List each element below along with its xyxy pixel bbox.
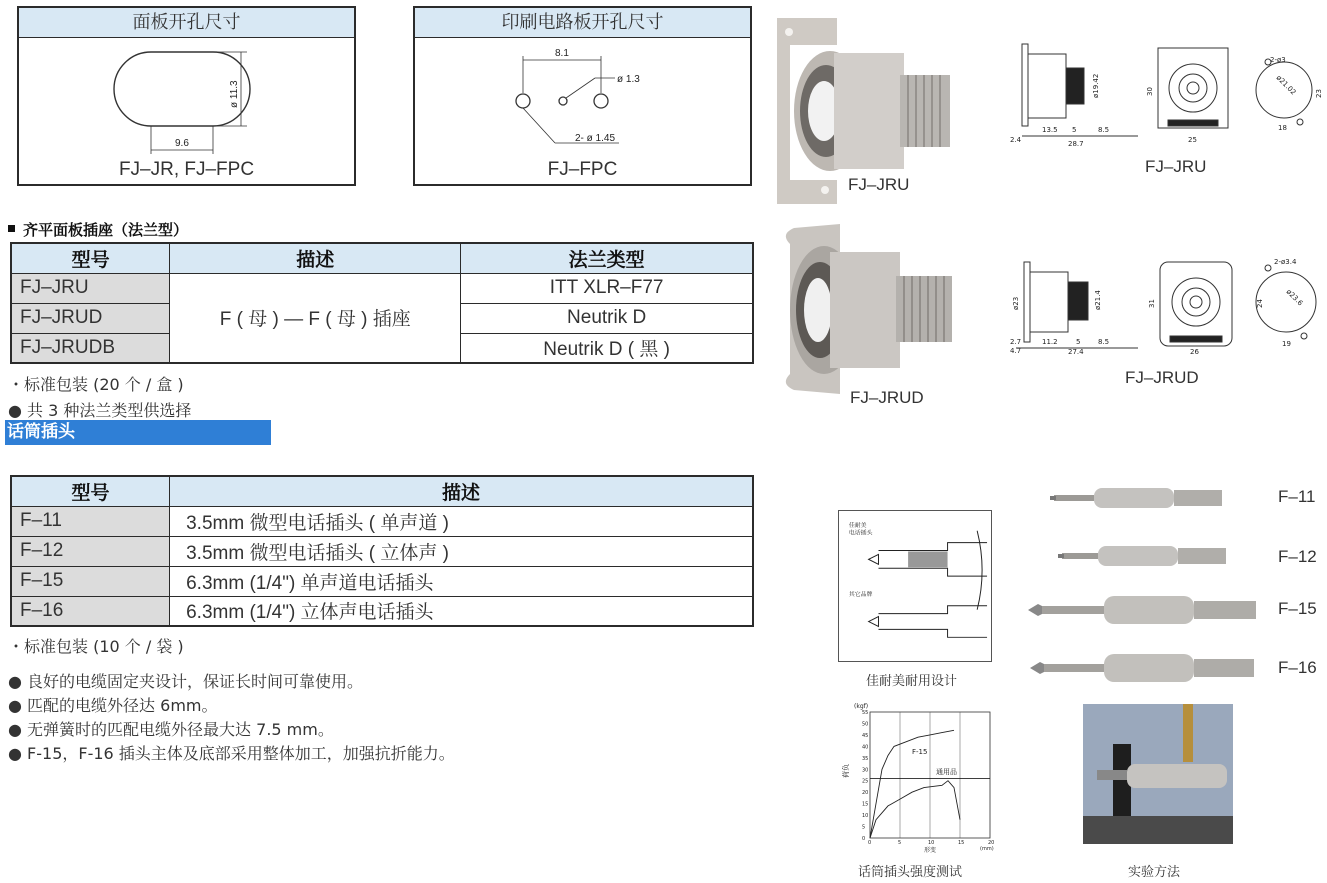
- chart-y-tick-label: 55: [862, 710, 869, 716]
- bullet-2: ● 匹配的电缆外径达 6mm。: [8, 696, 218, 715]
- bullet-4: ● F-15，F-16 插头主体及底部采用整体加工，加强抗折能力。: [8, 744, 455, 763]
- panel-cutout-title: 面板开孔尺寸: [19, 8, 354, 38]
- jru-dim-d1: 13.5: [1042, 126, 1058, 134]
- table-row: [11, 506, 753, 536]
- test-method-photo: [1083, 704, 1233, 844]
- model-cell: F–12: [11, 536, 170, 566]
- section1-title: [8, 219, 188, 240]
- jrud-dim-hole: 2-ø3.4: [1274, 258, 1297, 266]
- chart-x-tick-label: 5: [898, 840, 902, 846]
- col-flange: 法兰类型: [461, 243, 753, 273]
- pcb-cutout-title: 印刷电路板开孔尺寸: [415, 8, 750, 38]
- chart-x-tick-label: 20: [988, 840, 995, 846]
- jru-dim-w: 25: [1188, 136, 1197, 144]
- jrud-dim-dia1: ø23: [1012, 296, 1020, 310]
- plug-f16-photo: [1030, 650, 1255, 686]
- square-bullet-icon: [8, 225, 15, 232]
- strength-test-chart: [840, 700, 1000, 855]
- chart-y-tick-label: 0: [862, 836, 866, 842]
- model-cell: F–11: [11, 506, 170, 536]
- design-label-top: 佳耐美: [848, 522, 867, 529]
- strength-caption: 话筒插头强度测试: [858, 865, 963, 880]
- fj-jrud-photo-label: FJ–JRUD: [850, 388, 924, 407]
- model-cell: FJ–JRUDB: [11, 333, 170, 363]
- desc-cell: 6.3mm (1/4") 立体声电话插头: [170, 596, 753, 626]
- panel-dim-width: 9.6: [175, 138, 189, 149]
- chart-x-tick-label: 10: [928, 840, 935, 846]
- shared-desc-cell: F ( 母 ) — F ( 母 ) 插座: [170, 273, 461, 363]
- jrud-dim-d3: 8.5: [1098, 338, 1110, 346]
- pcb-dim-holes: 2- ø 1.45: [575, 133, 616, 144]
- jru-dim-cw: 18: [1278, 124, 1287, 132]
- plug-f15-photo: [1028, 592, 1258, 628]
- plug-f12-photo: [1058, 540, 1228, 572]
- flange-cell: ITT XLR–F77: [461, 273, 753, 303]
- chart-y-tick-label: 5: [862, 824, 866, 831]
- chart-series-0-label: F-15: [912, 748, 928, 756]
- col-desc: 描述: [170, 476, 753, 506]
- section1-flange-note: ● 共 3 种法兰类型供选择: [8, 401, 192, 420]
- jrud-dim-d1: 11.2: [1042, 338, 1058, 346]
- plug-f11-photo: [1050, 482, 1225, 514]
- chart-xlabel: 形变: [924, 847, 937, 854]
- model-cell: FJ–JRUD: [11, 303, 170, 333]
- jru-dim-d6: ø19.42: [1092, 73, 1100, 98]
- plug-f16-label: F–16: [1278, 658, 1317, 677]
- jrud-dim-d6: 27.4: [1068, 348, 1084, 356]
- jru-dim-h: 30: [1146, 87, 1154, 96]
- chart-x-tick-label: 15: [958, 840, 965, 846]
- flange-jack-table: [10, 242, 754, 364]
- model-cell: FJ–JRU: [11, 273, 170, 303]
- pcb-dim-small: ø 1.3: [617, 74, 640, 85]
- pcb-cutout-caption: FJ–FPC: [547, 159, 618, 180]
- desc-cell: 3.5mm 微型电话插头 ( 立体声 ): [170, 536, 753, 566]
- chart-yunit: (kgf): [854, 703, 869, 710]
- jrud-dim-d5: 4.7: [1010, 347, 1022, 355]
- chart-y-tick-label: 20: [862, 790, 869, 797]
- table-row: [11, 566, 753, 596]
- col-desc: 描述: [170, 243, 461, 273]
- pcb-dim-spacing: 8.1: [555, 48, 569, 59]
- jrud-dim-h: 31: [1148, 299, 1156, 308]
- chart-x-tick-label: 0: [868, 840, 872, 846]
- chart-series-1-label: 通用品: [936, 768, 957, 776]
- jrud-dim-dia2: ø21.4: [1094, 290, 1102, 310]
- fj-jrud-drawing-label: FJ–JRUD: [1125, 368, 1199, 387]
- jrud-dim-d4: 2.7: [1010, 338, 1022, 346]
- bullet-1: ● 良好的电缆固定夹设计，保证长时间可靠使用。: [8, 672, 364, 691]
- chart-y-tick-label: 25: [862, 778, 869, 785]
- bullet-3: ● 无弹簧时的匹配电缆外径最大达 7.5 mm。: [8, 720, 334, 739]
- chart-series-line-1: [870, 781, 960, 838]
- fj-jrud-drawing: [1008, 256, 1323, 360]
- design-label-top2: 电话插头: [848, 530, 873, 537]
- table-row: [11, 596, 753, 626]
- jru-dim-circle: ø21.02: [1274, 73, 1298, 97]
- panel-dim-dia: ø 11.3: [229, 80, 240, 108]
- chart-y-tick-label: 15: [862, 801, 869, 808]
- panel-cutout-drawing: [19, 38, 354, 158]
- col-model: 型号: [11, 243, 170, 273]
- table-header-row: [11, 243, 753, 273]
- durable-design-diagram: [838, 510, 992, 662]
- jru-dim-d5: 28.7: [1068, 140, 1084, 148]
- mic-plug-banner: 话筒插头: [5, 420, 271, 445]
- jrud-dim-cw: 19: [1282, 340, 1291, 348]
- col-model: 型号: [11, 476, 170, 506]
- fj-jru-drawing: [1008, 40, 1323, 150]
- jru-dim-d4: 2.4: [1010, 136, 1022, 144]
- plug-f11-label: F–11: [1278, 487, 1316, 506]
- section1-pack-note: ・标准包装 (20 个 / 盒 ): [8, 375, 184, 394]
- table-header-row: [11, 476, 753, 506]
- pcb-cutout-box: [413, 6, 752, 186]
- fj-jru-photo-label: FJ–JRU: [848, 175, 910, 194]
- chart-y-tick-label: 40: [862, 744, 869, 751]
- chart-y-tick-label: 35: [862, 755, 869, 762]
- table-row: [11, 536, 753, 566]
- section1-title-text: 齐平面板插座（法兰型）: [23, 221, 189, 239]
- fj-jru-body: [790, 45, 960, 180]
- mic-plug-table: [10, 475, 754, 627]
- model-cell: F–16: [11, 596, 170, 626]
- chart-y-tick-label: 45: [862, 732, 869, 739]
- jrud-dim-d2: 5: [1076, 338, 1081, 346]
- chart-y-tick-label: 50: [862, 721, 869, 728]
- fj-jru-drawing-label: FJ–JRU: [1145, 157, 1207, 176]
- model-cell: F–15: [11, 566, 170, 596]
- flange-cell: Neutrik D: [461, 303, 753, 333]
- fj-jrud-photo: [780, 224, 970, 394]
- chart-y-tick-label: 30: [862, 767, 869, 774]
- method-caption: 实验方法: [1128, 865, 1181, 880]
- panel-cutout-caption: FJ–JR, FJ–FPC: [118, 159, 255, 180]
- desc-cell: 3.5mm 微型电话插头 ( 单声道 ): [170, 506, 753, 536]
- desc-cell: 6.3mm (1/4") 单声道电话插头: [170, 566, 753, 596]
- table-row: [11, 273, 753, 303]
- panel-cutout-box: [17, 6, 356, 186]
- design-caption: 佳耐美耐用设计: [866, 674, 958, 689]
- jru-dim-hole: 2-ø3: [1270, 56, 1286, 64]
- chart-y-tick-label: 10: [862, 813, 869, 820]
- chart-ylabel: 荷负: [842, 764, 850, 778]
- jru-dim-d2: 5: [1072, 126, 1077, 134]
- jrud-dim-w: 26: [1190, 348, 1199, 356]
- chart-series-line-0: [870, 730, 954, 838]
- jrud-dim-circle: ø23.6: [1284, 287, 1305, 308]
- flange-cell: Neutrik D ( 黑 ): [461, 333, 753, 363]
- chart-xunit: (mm): [980, 846, 994, 852]
- jru-dim-d3: 8.5: [1098, 126, 1110, 134]
- jrud-dim-ch: 24: [1256, 299, 1264, 308]
- plug-f15-label: F–15: [1278, 599, 1317, 618]
- jru-dim-ch: 23: [1315, 89, 1323, 98]
- pcb-cutout-drawing: [415, 38, 750, 158]
- design-label-bottom: 其它品牌: [848, 591, 873, 598]
- plug-f12-label: F–12: [1278, 547, 1317, 566]
- section2-pack-note: ・标准包装 (10 个 / 袋 ): [8, 637, 184, 656]
